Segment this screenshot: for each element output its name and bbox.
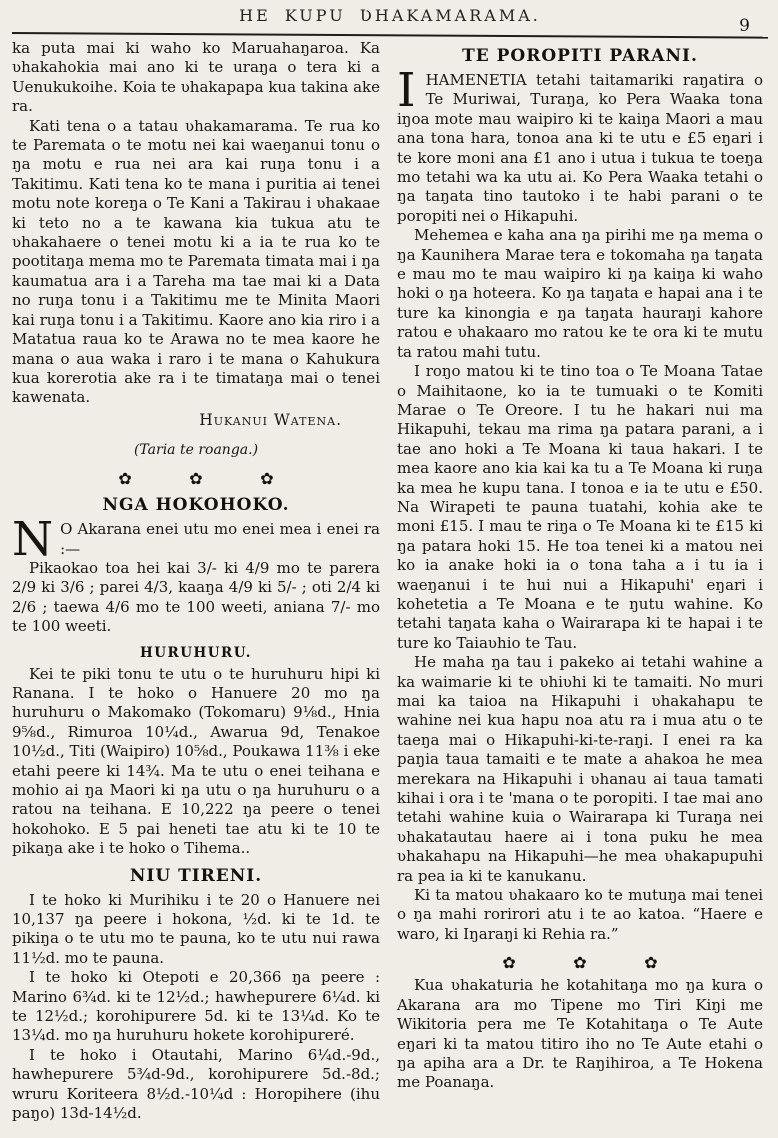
niu-tireni-paragraph: I te hoko ki Murihiku i te 20 o Hanuere nei 10,137 ŋa peere i hokona, ½d. ki te 1d. te pikiŋa o te utu mo te pauna, ko te utu nui rawa 11½d. mo te pauna. bbox=[12, 890, 380, 967]
masthead bbox=[12, 6, 768, 36]
page-number: 9 bbox=[739, 16, 750, 36]
section-heading-te-poropiti-parani: TE POROPITI PARANI. bbox=[462, 46, 698, 66]
poropiti-paragraph: Ki ta matou ʋhakaaro ko te mutuŋa mai tenei o ŋa mahi rorirori atu i te ao katoa. “Haere e waro, ki Iŋaraŋi ki Rehia ra.” bbox=[397, 886, 763, 943]
section-heading-huruhuru: HURUHURU. bbox=[139, 644, 252, 661]
kura-kotahitanga-paragraph: Kua ʋhakaturia he kotahitaŋa mo ŋa kura o Akarana ara mo Tipene mo Tiri Kiŋi me Wikitoria pera me Te Kotahitaŋa o Te Aute eŋari ki ta matou titiro iho no Te Aute etahi o ŋa apiha ara a Dr. te Raŋihiroa, a Te Hokena me Poanaŋa. bbox=[397, 976, 763, 1092]
poropiti-intro-paragraph bbox=[397, 63, 763, 226]
market-prices-paragraph: Pikaokao toa hei kai 3/- ki 4/9 mo te parera 2/9 ki 3/6 ; parei 4/3, kaaŋa 4/9 ki 5/- ; oti 2/4 ki 2/6 ; taewa 4/6 mo te 100 weeti, aniana 7/- mo te 100 weeti. bbox=[12, 558, 380, 636]
column-layout bbox=[12, 39, 768, 1124]
ornament-row: ✿ ✿ ✿ bbox=[118, 469, 300, 489]
niu-tireni-paragraph: I te hoko i Otautahi, Marino 6¼d.-9d., hawhepurere 5¾d-9d., korohipurere 5d.-8d.; wruru Koriteera 8½d.-10¼d : Horopihere (ihu paŋo) 13d-14½d. bbox=[12, 1045, 380, 1123]
nga-hokohoko-intro-paragraph bbox=[12, 512, 380, 568]
left-column bbox=[12, 39, 380, 1124]
article-continuation-paragraph: ka puta mai ki waho ko Maruahaŋaroa. Ka ʋhakahokia mai ano ki te uraŋa o tera ki a Uenukukoihe. Koia te ʋhakapapa kua takina ake ra. bbox=[12, 39, 380, 116]
dropcap-letter-i: I bbox=[397, 63, 416, 118]
poropiti-paragraph: He maha ŋa tau i pakeko ai tetahi wahine a ka waimarie ki te ʋhiʋhi ki te tamaiti. No muri mai ka taioa na Hikapuhi i ʋhakahapu te wahine nei kua hapu noa atu ra i mua atu o te taeŋa mai o Hikapuhi-ki-te-raŋi. I enei ra ka paŋia taua tamaiti e te mate a ahakoa he mea merekara na Hikapuhi i ʋhanau ai taua tamati kihai i ora i te 'mana o te poropiti. I tae mai ano tetahi wahine kuia o Wairarapa ki Turaŋa nei ʋhakatautau haere ai i tona puku he mea ʋhakahapu na Hikapuhi—he mea ʋhakapupuhi ra pea ia ki te kanukanu. bbox=[397, 653, 763, 885]
author-signature: Hukanui Watena. bbox=[199, 410, 342, 429]
page-title: HE KUPU ƲHAKAMARAMA. bbox=[239, 6, 541, 25]
niu-tireni-paragraph: I te hoko ki Otepoti e 20,366 ŋa peere : Marino 6¾d. ki te 12½d.; hawhepurere 6¼d. ki te 12½d.; korohipurere 5d. ki te 13¼d. Ko te 13¼d. mo ŋa huruhuru hokete korohipureré. bbox=[12, 968, 380, 1045]
ornament-row: ✿ ✿ ✿ bbox=[502, 953, 684, 973]
continuation-note: (Taria te roanga.) bbox=[133, 441, 259, 458]
poropiti-paragraph: Mehemea e kaha ana ŋa pirihi me ŋa mema o ŋa Kaunihera Marae tera e tokomaha ŋa taŋata e mau mo te mau waipiro ki ŋa kaiŋa ki waho hoki o ŋa hoteera. Ko ŋa taŋata e hapai ana i te ture ka kinongia e ŋa taŋata hauraŋi kahore ratou e ʋhakaaro mo ratou ke te ora ki te mutu ta ratou mahi tutu. bbox=[397, 226, 763, 361]
masthead-rule bbox=[12, 32, 768, 39]
poropiti-paragraph: I roŋo matou ki te tino toa o Te Moana Tatae o Maihitaone, ko ia te tumuaki o te Komiti Marae o Te Oreore. I tu he hakari nui ma Hikapuhi, tekau ma rima ŋa patara parani, a i tae ano hoki a Te Moana ki taua hakari. I te mea kaore ano kia kai ka tu a Te Moana ki ruŋa ka mea he kupu tana. I tonoa e ia te utu e £50. Na Wirapeti te pauna tuatahi, kohia ake te moni £15. I mau te riŋa o Te Moana ki te £15 ki ŋa patara hoki 15. He toa tenei ki a matou nei ko ia anake hoki ia o tona taha a i tu ia i waeŋanui i te hui nui a Hikapuhi' eŋari i kohetetia a Te Moana e te ŋutu wahine. Ko tetahi taŋata kaha o Wairarapa ki te hapai i te ture ko Taiaʋhio te Tau. bbox=[397, 362, 763, 652]
dropcap-letter-n: N bbox=[12, 512, 54, 568]
whakamarama-paragraph: Kati tena o a tatau ʋhakamarama. Te rua ko te Paremata o te motu nei kai waeŋanui tonu o ŋa motu e rua nei ara kai ruŋa tonu i a Takitimu. Kati tena ko te mana i puritia ai tenei motu note koreŋa o Te Kani a Takirau i ʋhakaae ki teto no a te kawana kia tukua atu te ʋhakahaere o tenei motu ki a ia te rua ko te pootitaŋa mema mo te Paremata timata mai i ŋa kaumatua ara i a Tareha ma tae mai ki a Data no ruŋa tonu i a Takitimu me te Minita Maori kai ruŋa tonu i a Takitimu. Kaore ano kia riro i a Matatua raua ko te Arawa no te mea kaore he mana o aua waka i raro i te mana o Kahukura kua korerotia ake ra i te timataŋa mai o tenei kawenata. bbox=[12, 116, 380, 407]
nga-hokohoko-intro-text: O Akarana enei utu mo enei mea i enei ra :— bbox=[60, 520, 380, 558]
right-column bbox=[397, 39, 763, 1124]
huruhuru-paragraph: Kei te piki tonu te utu o te huruhuru hipi ki Ranana. I te hoko o Hanuere 20 mo ŋa huruhuru o Makomako (Tokomaru) 9⅛d., Hnia 9⅝d., Rimuroa 10¼d., Awarua 9d, Tenakoe 10½d., Titi (Waipiro) 10⅝d., Poukawa 11⅜ i eke etahi peere ki 14¾. Ma te utu o enei teihana e mohio ai ŋa Maori ki ŋa utu o ŋa huruhuru o a ratou na teihana. E 10,222 ŋa peere o tenei hokohoko. E 5 pai heneti tae atu ki te 10 te pikaŋa ake i te hoko o Tihema.. bbox=[12, 664, 380, 858]
section-heading-nga-hokohoko: NGA HOKOHOKO. bbox=[102, 495, 290, 516]
section-heading-niu-tireni: NIU TIRENI. bbox=[129, 865, 263, 886]
poropiti-intro-text: HAMENETIA tetahi taitamariki raŋatira o Te Muriwai, Turaŋa, ko Pera Waaka tona iŋoa mote mau waipiro ki te kaiŋa Maori a mau ana tona hara, tonoa ana ki te utu e £5 eŋari i te kore moni ana £1 ano i utua i tukua te toeŋa mo tetahi wa ka utu ai. Ko Pera Waaka tetahi o ŋa taŋata tino tautoko i te habi parani o te poropiti nei o Hikapuhi. bbox=[397, 71, 763, 225]
